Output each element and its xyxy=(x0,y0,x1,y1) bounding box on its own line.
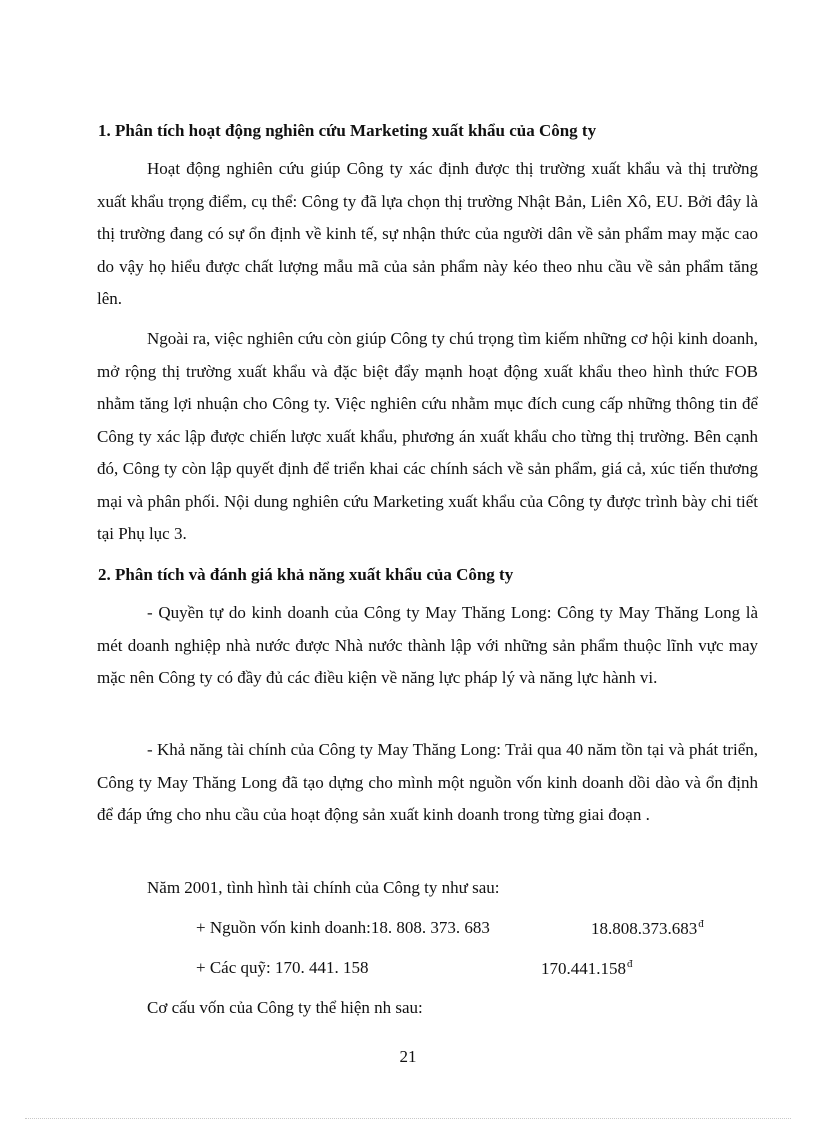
section-1-paragraph-2: Ngoài ra, việc nghiên cứu còn giúp Công ty chú trọng tìm kiếm những cơ hội kinh doanh, mở rộng thị trường xuất khẩu và đặc biệt đẩy mạnh hoạt động xuất khẩu theo hình thức FOB nhằm tăng lợi nhuận cho Công ty. Việc nghiên cứu nhằm mục đích cung cấp những thông tin để Công ty xác lập được chiến lược xuất khẩu, phương án xuất khẩu cho từng thị trường. Bên cạnh đó, Công ty còn lập quyết định để triển khai các chính sách về sản phẩm, giá cả, xúc tiến thương mại và phân phối. Nội dung nghiên cứu Marketing xuất khẩu của Công ty được trình bày chi tiết tại Phụ lục 3. xyxy=(97,329,758,543)
funds-currency-mark: đ xyxy=(627,958,633,970)
section-2-heading: 2. Phân tích và đánh giá khả năng xuất khẩu của Công ty xyxy=(98,565,514,584)
section-1-heading: 1. Phân tích hoạt động nghiên cứu Marketing xuất khẩu của Công ty xyxy=(98,121,597,140)
funds-value xyxy=(541,958,633,979)
capital-value xyxy=(591,918,704,939)
capital-structure-line: Cơ cấu vốn của Công ty thể hiện nh sau: xyxy=(147,998,423,1017)
section-1-paragraph-1: Hoạt động nghiên cứu giúp Công ty xác định được thị trường xuất khẩu và thị trường xuất khẩu trọng điểm, cụ thể: Công ty đã lựa chọn thị trường Nhật Bản, Liên Xô, EU. Bởi đây là thị trường đang có sự ổn định về kinh tế, sự nhận thức của người dân về sản phẩm may mặc cao do vậy họ hiểu được chất lượng mẫu mã của sản phẩm này kéo theo nhu cầu về sản phẩm tăng lên. xyxy=(97,159,758,308)
capital-currency-mark: đ xyxy=(698,918,704,930)
page-bottom-rule xyxy=(25,1118,791,1119)
funds-amount: 170.441.158 xyxy=(541,959,626,978)
capital-amount: 18.808.373.683 xyxy=(591,919,698,938)
section-2-paragraph-2: - Khả năng tài chính của Công ty May Thăng Long: Trải qua 40 năm tồn tại và phát triển, Công ty May Thăng Long đã tạo dựng cho mình một nguồn vốn kinh doanh dồi dào và ổn định để đáp ứng cho nhu cầu của hoạt động sản xuất kinh doanh trong từng giai đoạn . xyxy=(97,740,758,824)
capital-label: + Nguồn vốn kinh doanh:18. 808. 373. 683 xyxy=(196,918,490,937)
section-2-paragraph-1: - Quyền tự do kinh doanh của Công ty May Thăng Long: Công ty May Thăng Long là mét doanh nghiệp nhà nước được Nhà nước thành lập với những sản phẩm thuộc lĩnh vực may mặc nên Công ty có đầy đủ các điều kiện về năng lực pháp lý và năng lực hành vi. xyxy=(97,603,758,687)
funds-label: + Các quỹ: 170. 441. 158 xyxy=(196,958,369,977)
year-summary-line: Năm 2001, tình hình tài chính của Công ty như sau: xyxy=(147,878,500,897)
page-number: 21 xyxy=(399,1047,417,1066)
